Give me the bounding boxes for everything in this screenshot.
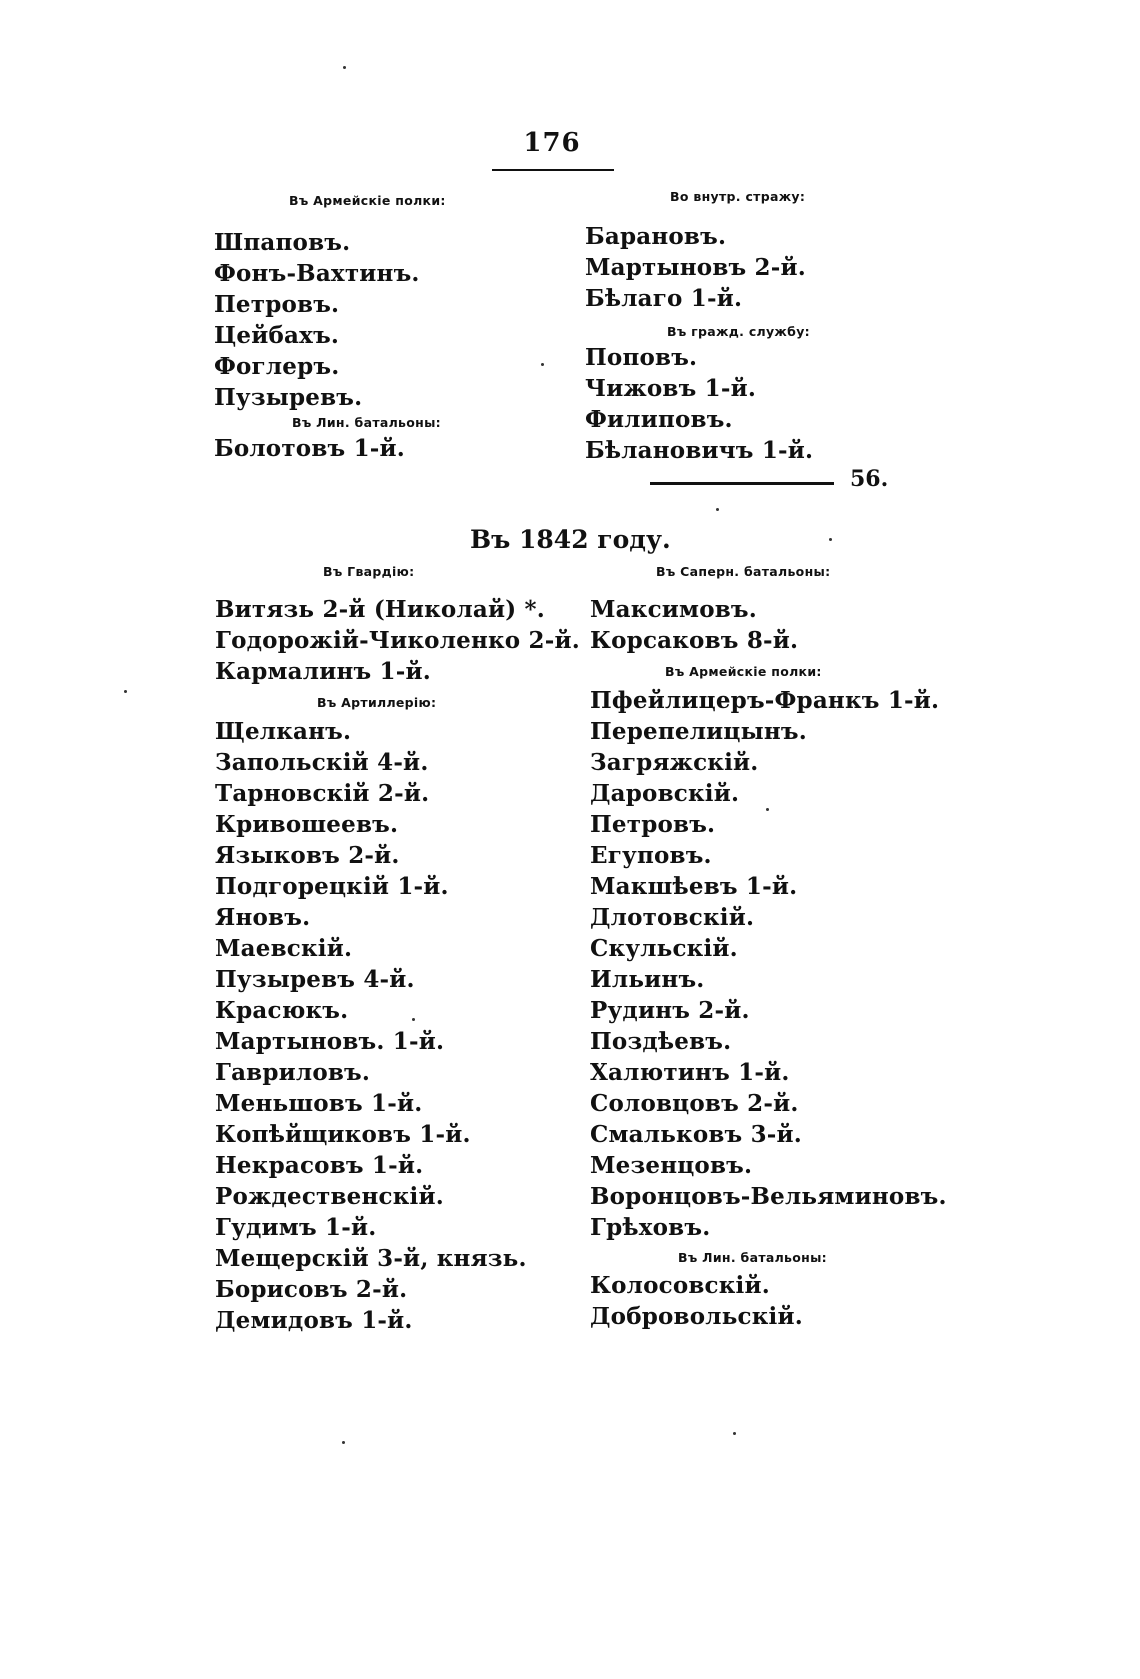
- name-entry: Даровскій.: [590, 780, 740, 807]
- name-entry: Грѣховъ.: [590, 1214, 711, 1241]
- section-1842-right-column: [590, 562, 947, 1332]
- section-heading: Въ Лин. батальоны:: [292, 415, 441, 430]
- name-entry: Щелканъ.: [215, 718, 352, 745]
- section-1842-left-column: [215, 562, 580, 1336]
- name-entry: Некрасовъ 1-й.: [215, 1152, 424, 1179]
- total-rule: [650, 482, 834, 485]
- name-entry: Яновъ.: [215, 904, 311, 931]
- name-entry: Маевскій.: [215, 935, 353, 962]
- section-heading: Въ Лин. батальоны:: [678, 1250, 827, 1265]
- name-entry: Копѣйщиковъ 1-й.: [215, 1121, 471, 1148]
- name-entry: Шпаповъ.: [214, 229, 351, 256]
- section-heading: Въ Саперн. батальоны:: [656, 564, 831, 579]
- section-heading: Во внутр. стражу:: [670, 189, 806, 204]
- name-entry: Пфейлицеръ-Франкъ 1-й.: [590, 687, 940, 714]
- section-heading: Въ гражд. службу:: [667, 324, 810, 339]
- name-entry: Добровольскій.: [590, 1303, 803, 1330]
- section-1841-right-column: [585, 187, 885, 466]
- page-number-rule: [492, 169, 614, 171]
- name-entry: Поздѣевъ.: [590, 1028, 732, 1055]
- name-entry: Петровъ.: [214, 291, 340, 318]
- name-entry: Макшѣевъ 1-й.: [590, 873, 798, 900]
- name-entry: Мартыновъ. 1-й.: [215, 1028, 445, 1055]
- name-entry: Егуповъ.: [590, 842, 712, 869]
- year-heading: Въ 1842 году.: [470, 525, 671, 554]
- name-entry: Рудинъ 2-й.: [590, 997, 750, 1024]
- name-entry: Бѣлановичъ 1-й.: [585, 437, 814, 464]
- name-entry: Колосовскій.: [590, 1272, 770, 1299]
- name-entry: Гудимъ 1-й.: [215, 1214, 377, 1241]
- name-entry: Рождественскій.: [215, 1183, 444, 1210]
- name-entry: Цейбахъ.: [214, 322, 340, 349]
- name-entry: Кривошеевъ.: [215, 811, 399, 838]
- name-entry: Филиповъ.: [585, 406, 733, 433]
- name-entry: Ильинъ.: [590, 966, 705, 993]
- name-entry: Скульскій.: [590, 935, 738, 962]
- name-entry: Фонъ-Вахтинъ.: [214, 260, 420, 287]
- name-entry: Бѣлаго 1-й.: [585, 285, 743, 312]
- scan-speck: [343, 66, 346, 69]
- section-heading: Въ Гвардію:: [323, 564, 415, 579]
- name-entry: Меньшовъ 1-й.: [215, 1090, 423, 1117]
- name-entry: Загряжскій.: [590, 749, 759, 776]
- scan-speck: [766, 808, 769, 811]
- name-entry: Кармалинъ 1-й.: [215, 658, 431, 685]
- scan-speck: [716, 508, 719, 511]
- name-entry: Годорожій-Чиколенко 2-й.: [215, 627, 580, 654]
- section-heading: Въ Армейскіе полки:: [289, 193, 446, 208]
- name-entry: Мещерскій 3-й, князь.: [215, 1245, 527, 1272]
- name-entry: Демидовъ 1-й.: [215, 1307, 413, 1334]
- name-entry: Борисовъ 2-й.: [215, 1276, 408, 1303]
- name-entry: Халютинъ 1-й.: [590, 1059, 790, 1086]
- scan-speck: [342, 1441, 345, 1444]
- name-entry: Языковъ 2-й.: [215, 842, 400, 869]
- name-entry: Гавриловъ.: [215, 1059, 371, 1086]
- scan-speck: [829, 538, 832, 541]
- name-entry: Фоглеръ.: [214, 353, 340, 380]
- name-entry: Запольскій 4-й.: [215, 749, 429, 776]
- section-heading: Въ Армейскіе полки:: [665, 664, 822, 679]
- scan-speck: [733, 1432, 736, 1435]
- name-entry: Пузыревъ 4-й.: [215, 966, 415, 993]
- total-count: 56.: [850, 466, 889, 492]
- name-entry: Максимовъ.: [590, 596, 757, 623]
- section-heading: Въ Артиллерію:: [317, 695, 437, 710]
- name-entry: Чижовъ 1-й.: [585, 375, 757, 402]
- name-entry: Мартыновъ 2-й.: [585, 254, 806, 281]
- name-entry: Болотовъ 1-й.: [214, 435, 405, 462]
- name-entry: Барановъ.: [585, 223, 727, 250]
- section-1841-left-column: [214, 191, 544, 464]
- name-entry: Красюкъ.: [215, 997, 349, 1024]
- name-entry: Подгорецкій 1-й.: [215, 873, 449, 900]
- scan-speck: [412, 1018, 415, 1021]
- name-entry: Тарновскій 2-й.: [215, 780, 430, 807]
- page-number: 176: [523, 128, 581, 158]
- name-entry: Петровъ.: [590, 811, 716, 838]
- name-entry: Витязь 2-й (Николай) *.: [215, 596, 545, 623]
- name-entry: Перепелицынъ.: [590, 718, 807, 745]
- scan-speck: [541, 363, 544, 366]
- name-entry: Воронцовъ-Вельяминовъ.: [590, 1183, 947, 1210]
- name-entry: Длотовскій.: [590, 904, 755, 931]
- scan-speck: [124, 690, 127, 693]
- name-entry: Соловцовъ 2-й.: [590, 1090, 799, 1117]
- name-entry: Смальковъ 3-й.: [590, 1121, 803, 1148]
- name-entry: Мезенцовъ.: [590, 1152, 753, 1179]
- name-entry: Корсаковъ 8-й.: [590, 627, 799, 654]
- name-entry: Поповъ.: [585, 344, 698, 371]
- name-entry: Пузыревъ.: [214, 384, 363, 411]
